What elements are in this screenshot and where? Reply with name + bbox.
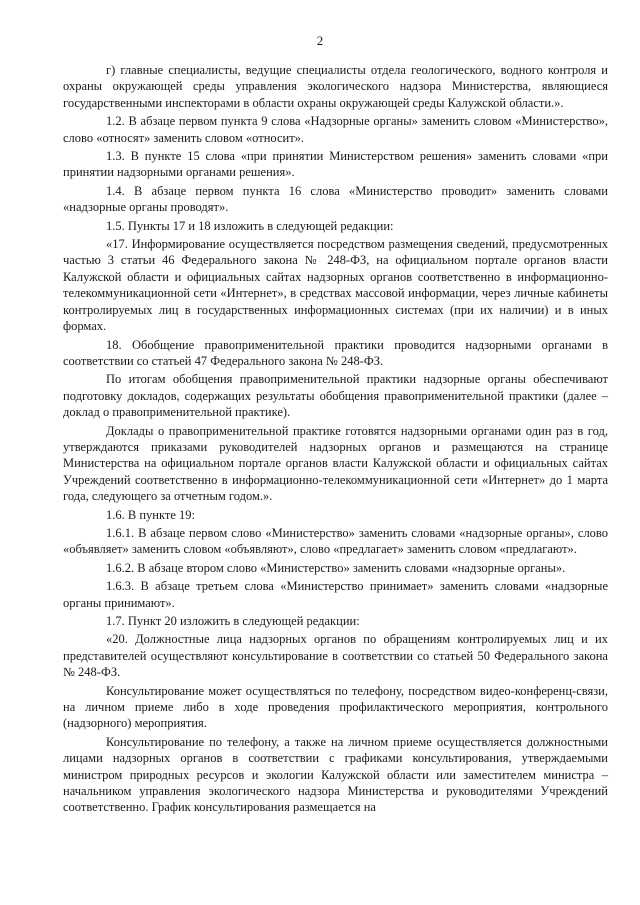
paragraph-6: «17. Информирование осуществляется посредством размещения сведений, предусмотренных частью 3 статьи 46 Федерального закона № 248-ФЗ, на официальном портале органов власти Калужской области и официальных сайтах надзорных органов соответственно в информационно-телекоммуникационной сети «Интернет», в средствах массовой информации, через личные кабинеты контролируемых лиц в государственных информационных системах (при их наличии) и в иных формах.: [63, 237, 608, 334]
paragraph-5: 1.5. Пункты 17 и 18 изложить в следующей редакции:: [106, 218, 394, 233]
paragraph-11: 1.6.1. В абзаце первом слово «Министерство» заменить словами «надзорные органы», слово «объявляет» заменить словом «объявляют», слово «предлагает» заменить словом «предлагают».: [63, 525, 608, 557]
paragraph-15: «20. Должностные лица надзорных органов по обращениям контролируемых лиц и их представителей осуществляют консультирование в соответствии со статьей 50 Федерального закона № 248-ФЗ.: [63, 632, 608, 680]
paragraph-13: 1.6.3. В абзаце третьем слова «Министерство принимает» заменить словами «надзорные органы принимают».: [63, 579, 608, 610]
paragraph-7: 18. Обобщение правоприменительной практики проводится надзорными органами в соответствии со статьей 47 Федерального закона № 248-ФЗ.: [63, 337, 608, 368]
paragraph-4: 1.4. В абзаце первом пункта 16 слова «Министерство проводит» заменить словами «надзорные органы проводят».: [63, 183, 608, 215]
document-body: [63, 62, 608, 818]
paragraph-10: 1.6. В пункте 19:: [106, 507, 195, 522]
paragraph-16: Консультирование может осуществляться по телефону, посредством видео-конференц-связи, на личном приеме либо в ходе проведения профилактического мероприятия, контрольного (надзорного) мероприятия.: [63, 683, 608, 731]
paragraph-14: 1.7. Пункт 20 изложить в следующей редакции:: [106, 614, 360, 628]
paragraph-1: г) главные специалисты, ведущие специалисты отдела геологического, водного контроля и охраны окружающей среды управления экологического надзора Министерства, являющиеся государственными инспекторами в области охраны окружающей среды Калужской области.».: [63, 63, 608, 110]
paragraph-12: 1.6.2. В абзаце втором слово «Министерство» заменить словами «надзорные органы».: [106, 560, 566, 575]
page-number: 2: [316, 33, 324, 48]
paragraph-17: Консультирование по телефону, а также на личном приеме осуществляется должностными лицами надзорных органов в соответствии с графиками консультирования, утверждаемыми министром природных ресурсов и экологии Калужской области или заместителем министра – начальником управления экологического надзора Министерства и руководителями Учреждений соответственно. График консультирования размещается на: [63, 734, 608, 815]
paragraph-2: 1.2. В абзаце первом пункта 9 слова «Надзорные органы» заменить словом «Министерство», слово «относят» заменить словом «относит».: [63, 114, 608, 145]
paragraph-8: По итогам обобщения правоприменительной практики надзорные органы обеспечивают подготовку докладов, содержащих результаты обобщения правоприменительной практики (далее – доклад о правоприменительной практике).: [63, 372, 608, 420]
paragraph-3: 1.3. В пункте 15 слова «при принятии Министерством решения» заменить словами «при принятии надзорными органами решения».: [63, 149, 608, 180]
paragraph-9: Доклады о правоприменительной практике готовятся надзорными органами один раз в год, утверждаются приказами руководителей надзорных органов и размещаются на странице Министерства на официальном портале органов власти Калужской области и официальных сайтах Учреждений соответственно в информационно-телекоммуникационной сети «Интернет» до 1 марта года, следующего за отчетным годом.».: [63, 423, 608, 504]
